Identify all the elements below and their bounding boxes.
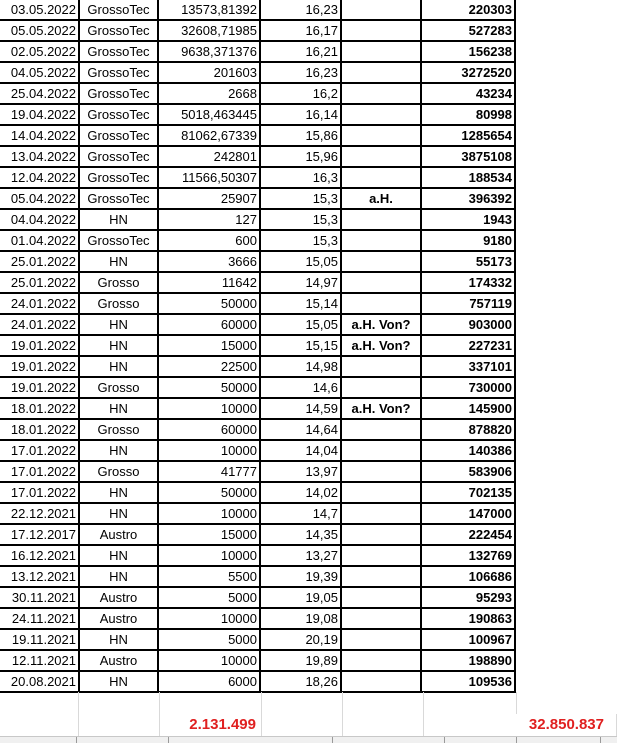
amount-cell[interactable]: 878820 bbox=[421, 419, 515, 440]
totals-row bbox=[0, 714, 617, 736]
amount-cell[interactable]: 188534 bbox=[421, 167, 515, 188]
amount-cell[interactable]: 109536 bbox=[421, 671, 515, 692]
quantity-cell[interactable]: 242801 bbox=[158, 146, 260, 167]
quantity-cell[interactable]: 10000 bbox=[158, 440, 260, 461]
price-cell[interactable]: 13,97 bbox=[260, 461, 341, 482]
quantity-cell[interactable]: 15000 bbox=[158, 524, 260, 545]
note-cell[interactable] bbox=[341, 251, 421, 272]
table-row bbox=[0, 587, 515, 608]
date-cell[interactable]: 24.01.2022 bbox=[0, 314, 79, 335]
totals-cell-empty[interactable] bbox=[343, 714, 424, 736]
supplier-cell[interactable]: HN bbox=[79, 629, 158, 650]
amount-cell[interactable]: 100967 bbox=[421, 629, 515, 650]
supplier-cell[interactable]: HN bbox=[79, 440, 158, 461]
table-row bbox=[0, 41, 515, 62]
supplier-cell[interactable]: GrossoTec bbox=[79, 41, 158, 62]
note-cell[interactable] bbox=[341, 482, 421, 503]
price-cell[interactable]: 14,6 bbox=[260, 377, 341, 398]
note-cell[interactable] bbox=[341, 146, 421, 167]
table-row bbox=[0, 482, 515, 503]
price-cell[interactable]: 16,3 bbox=[260, 167, 341, 188]
supplier-cell[interactable]: Grosso bbox=[79, 293, 158, 314]
table-row bbox=[0, 272, 515, 293]
table-row bbox=[0, 125, 515, 146]
totals-cell-empty[interactable] bbox=[0, 714, 79, 736]
quantity-cell[interactable]: 50000 bbox=[158, 377, 260, 398]
date-cell[interactable]: 19.01.2022 bbox=[0, 356, 79, 377]
date-cell[interactable]: 20.08.2021 bbox=[0, 671, 79, 692]
quantity-cell[interactable]: 11642 bbox=[158, 272, 260, 293]
price-cell[interactable]: 14,97 bbox=[260, 272, 341, 293]
note-cell[interactable] bbox=[341, 566, 421, 587]
note-cell[interactable]: a.H. Von? bbox=[341, 314, 421, 335]
note-cell[interactable] bbox=[341, 272, 421, 293]
supplier-cell[interactable]: HN bbox=[79, 671, 158, 692]
quantity-cell[interactable]: 10000 bbox=[158, 608, 260, 629]
quantity-cell[interactable]: 5000 bbox=[158, 629, 260, 650]
supplier-cell[interactable]: GrossoTec bbox=[79, 0, 158, 20]
date-cell[interactable]: 24.11.2021 bbox=[0, 608, 79, 629]
amount-cell[interactable]: 145900 bbox=[421, 398, 515, 419]
table-row bbox=[0, 398, 515, 419]
date-cell[interactable]: 04.04.2022 bbox=[0, 209, 79, 230]
supplier-cell[interactable]: HN bbox=[79, 503, 158, 524]
table-row bbox=[0, 20, 515, 41]
date-cell[interactable]: 24.01.2022 bbox=[0, 293, 79, 314]
note-cell[interactable] bbox=[341, 545, 421, 566]
totals-cell-empty[interactable] bbox=[79, 714, 160, 736]
date-cell[interactable]: 22.12.2021 bbox=[0, 503, 79, 524]
amount-cell[interactable]: 174332 bbox=[421, 272, 515, 293]
price-cell[interactable]: 14,59 bbox=[260, 398, 341, 419]
price-cell[interactable]: 16,23 bbox=[260, 0, 341, 20]
table-row bbox=[0, 0, 515, 20]
supplier-cell[interactable]: Grosso bbox=[79, 377, 158, 398]
price-cell[interactable]: 15,14 bbox=[260, 293, 341, 314]
quantity-cell[interactable]: 41777 bbox=[158, 461, 260, 482]
quantity-cell[interactable]: 9638,371376 bbox=[158, 41, 260, 62]
price-cell[interactable]: 14,7 bbox=[260, 503, 341, 524]
amount-cell[interactable]: 198890 bbox=[421, 650, 515, 671]
amount-cell[interactable]: 583906 bbox=[421, 461, 515, 482]
amount-cell[interactable]: 106686 bbox=[421, 566, 515, 587]
table-row bbox=[0, 251, 515, 272]
note-cell[interactable]: a.H. bbox=[341, 188, 421, 209]
quantity-cell[interactable]: 11566,50307 bbox=[158, 167, 260, 188]
price-cell[interactable]: 14,35 bbox=[260, 524, 341, 545]
note-cell[interactable]: a.H. Von? bbox=[341, 398, 421, 419]
price-cell[interactable]: 15,96 bbox=[260, 146, 341, 167]
table-row bbox=[0, 314, 515, 335]
supplier-cell[interactable]: HN bbox=[79, 566, 158, 587]
supplier-cell[interactable]: HN bbox=[79, 398, 158, 419]
price-cell[interactable]: 16,2 bbox=[260, 83, 341, 104]
note-cell[interactable] bbox=[341, 587, 421, 608]
note-cell[interactable] bbox=[341, 104, 421, 125]
amount-cell[interactable]: 1285654 bbox=[421, 125, 515, 146]
table-row bbox=[0, 671, 515, 692]
note-cell[interactable] bbox=[341, 608, 421, 629]
table-row bbox=[0, 167, 515, 188]
supplier-cell[interactable]: Austro bbox=[79, 650, 158, 671]
supplier-cell[interactable]: GrossoTec bbox=[79, 146, 158, 167]
supplier-cell[interactable]: Austro bbox=[79, 608, 158, 629]
price-cell[interactable]: 16,14 bbox=[260, 104, 341, 125]
note-cell[interactable] bbox=[341, 0, 421, 20]
supplier-cell[interactable]: GrossoTec bbox=[79, 188, 158, 209]
quantity-cell[interactable]: 3666 bbox=[158, 251, 260, 272]
date-cell[interactable]: 02.05.2022 bbox=[0, 41, 79, 62]
table-row bbox=[0, 230, 515, 251]
table-row bbox=[0, 503, 515, 524]
date-cell[interactable]: 19.01.2022 bbox=[0, 335, 79, 356]
date-cell[interactable]: 17.12.2017 bbox=[0, 524, 79, 545]
note-cell[interactable] bbox=[341, 440, 421, 461]
supplier-cell[interactable]: Grosso bbox=[79, 419, 158, 440]
table-row bbox=[0, 650, 515, 671]
note-cell[interactable] bbox=[341, 503, 421, 524]
price-cell[interactable]: 14,98 bbox=[260, 356, 341, 377]
amount-cell[interactable]: 903000 bbox=[421, 314, 515, 335]
quantity-cell[interactable]: 10000 bbox=[158, 398, 260, 419]
amount-cell[interactable]: 337101 bbox=[421, 356, 515, 377]
table-row bbox=[0, 146, 515, 167]
amount-cell[interactable]: 3272520 bbox=[421, 62, 515, 83]
price-cell[interactable]: 16,21 bbox=[260, 41, 341, 62]
quantity-cell[interactable]: 10000 bbox=[158, 545, 260, 566]
table-row bbox=[0, 524, 515, 545]
quantity-cell[interactable]: 32608,71985 bbox=[158, 20, 260, 41]
quantity-cell[interactable]: 5018,463445 bbox=[158, 104, 260, 125]
note-cell[interactable]: a.H. Von? bbox=[341, 335, 421, 356]
quantity-cell[interactable]: 127 bbox=[158, 209, 260, 230]
supplier-cell[interactable]: Grosso bbox=[79, 272, 158, 293]
supplier-cell[interactable]: HN bbox=[79, 209, 158, 230]
amount-cell[interactable]: 147000 bbox=[421, 503, 515, 524]
amount-cell[interactable]: 43234 bbox=[421, 83, 515, 104]
quantity-cell[interactable]: 60000 bbox=[158, 419, 260, 440]
table-row bbox=[0, 419, 515, 440]
date-cell[interactable]: 19.04.2022 bbox=[0, 104, 79, 125]
supplier-cell[interactable]: Austro bbox=[79, 524, 158, 545]
note-cell[interactable] bbox=[341, 167, 421, 188]
supplier-cell[interactable]: HN bbox=[79, 251, 158, 272]
note-cell[interactable] bbox=[341, 671, 421, 692]
date-cell[interactable]: 03.05.2022 bbox=[0, 0, 79, 20]
price-cell[interactable]: 14,04 bbox=[260, 440, 341, 461]
quantity-cell[interactable]: 60000 bbox=[158, 314, 260, 335]
supplier-cell[interactable]: GrossoTec bbox=[79, 62, 158, 83]
amount-cell[interactable]: 140386 bbox=[421, 440, 515, 461]
quantity-cell[interactable]: 5000 bbox=[158, 587, 260, 608]
date-cell[interactable]: 13.04.2022 bbox=[0, 146, 79, 167]
table-row bbox=[0, 62, 515, 83]
note-cell[interactable] bbox=[341, 524, 421, 545]
amount-cell[interactable]: 702135 bbox=[421, 482, 515, 503]
table-row bbox=[0, 209, 515, 230]
price-cell[interactable]: 16,23 bbox=[260, 62, 341, 83]
price-cell[interactable]: 19,08 bbox=[260, 608, 341, 629]
price-cell[interactable]: 14,02 bbox=[260, 482, 341, 503]
quantity-cell[interactable]: 25907 bbox=[158, 188, 260, 209]
note-cell[interactable] bbox=[341, 20, 421, 41]
date-cell[interactable]: 25.01.2022 bbox=[0, 251, 79, 272]
note-cell[interactable] bbox=[341, 461, 421, 482]
note-cell[interactable] bbox=[341, 41, 421, 62]
supplier-cell[interactable]: Grosso bbox=[79, 461, 158, 482]
note-cell[interactable] bbox=[341, 293, 421, 314]
price-cell[interactable]: 16,17 bbox=[260, 20, 341, 41]
amount-cell[interactable]: 132769 bbox=[421, 545, 515, 566]
supplier-cell[interactable]: HN bbox=[79, 314, 158, 335]
note-cell[interactable] bbox=[341, 230, 421, 251]
table-row bbox=[0, 377, 515, 398]
note-cell[interactable] bbox=[341, 62, 421, 83]
amount-cell[interactable]: 222454 bbox=[421, 524, 515, 545]
date-cell[interactable]: 04.05.2022 bbox=[0, 62, 79, 83]
supplier-cell[interactable]: HN bbox=[79, 356, 158, 377]
date-cell[interactable]: 17.01.2022 bbox=[0, 440, 79, 461]
table-row bbox=[0, 293, 515, 314]
supplier-cell[interactable]: Austro bbox=[79, 587, 158, 608]
supplier-cell[interactable]: HN bbox=[79, 545, 158, 566]
date-cell[interactable]: 19.01.2022 bbox=[0, 377, 79, 398]
table-row bbox=[0, 440, 515, 461]
amount-cell[interactable]: 95293 bbox=[421, 587, 515, 608]
date-cell[interactable]: 19.11.2021 bbox=[0, 629, 79, 650]
amount-cell[interactable]: 80998 bbox=[421, 104, 515, 125]
quantity-total[interactable]: 2.131.499 bbox=[160, 714, 262, 736]
table-row bbox=[0, 608, 515, 629]
quantity-cell[interactable]: 2668 bbox=[158, 83, 260, 104]
quantity-cell[interactable]: 10000 bbox=[158, 650, 260, 671]
date-cell[interactable]: 17.01.2022 bbox=[0, 461, 79, 482]
price-cell[interactable]: 19,89 bbox=[260, 650, 341, 671]
supplier-cell[interactable]: HN bbox=[79, 335, 158, 356]
quantity-cell[interactable]: 10000 bbox=[158, 503, 260, 524]
price-cell[interactable]: 15,3 bbox=[260, 209, 341, 230]
date-cell[interactable]: 12.11.2021 bbox=[0, 650, 79, 671]
note-cell[interactable] bbox=[341, 377, 421, 398]
price-cell[interactable]: 20,19 bbox=[260, 629, 341, 650]
quantity-cell[interactable]: 50000 bbox=[158, 293, 260, 314]
amount-cell[interactable]: 227231 bbox=[421, 335, 515, 356]
supplier-cell[interactable]: GrossoTec bbox=[79, 20, 158, 41]
price-cell[interactable]: 19,39 bbox=[260, 566, 341, 587]
table-row bbox=[0, 104, 515, 125]
table-row bbox=[0, 461, 515, 482]
date-cell[interactable]: 13.12.2021 bbox=[0, 566, 79, 587]
quantity-cell[interactable]: 6000 bbox=[158, 671, 260, 692]
price-cell[interactable]: 15,05 bbox=[260, 251, 341, 272]
price-cell[interactable]: 15,05 bbox=[260, 314, 341, 335]
note-cell[interactable] bbox=[341, 629, 421, 650]
amount-cell[interactable]: 190863 bbox=[421, 608, 515, 629]
amount-cell[interactable]: 220303 bbox=[421, 0, 515, 20]
date-cell[interactable]: 17.01.2022 bbox=[0, 482, 79, 503]
price-cell[interactable]: 15,15 bbox=[260, 335, 341, 356]
amount-cell[interactable]: 156238 bbox=[421, 41, 515, 62]
price-cell[interactable]: 15,3 bbox=[260, 188, 341, 209]
quantity-cell[interactable]: 600 bbox=[158, 230, 260, 251]
date-cell[interactable]: 18.01.2022 bbox=[0, 398, 79, 419]
date-cell[interactable]: 05.05.2022 bbox=[0, 20, 79, 41]
quantity-cell[interactable]: 81062,67339 bbox=[158, 125, 260, 146]
quantity-cell[interactable]: 5500 bbox=[158, 566, 260, 587]
totals-cell-empty[interactable] bbox=[262, 714, 343, 736]
date-cell[interactable]: 12.04.2022 bbox=[0, 167, 79, 188]
table-row bbox=[0, 566, 515, 587]
price-cell[interactable]: 15,86 bbox=[260, 125, 341, 146]
table-row bbox=[0, 629, 515, 650]
date-cell[interactable]: 25.04.2022 bbox=[0, 83, 79, 104]
note-cell[interactable] bbox=[341, 83, 421, 104]
table-row bbox=[0, 188, 515, 209]
date-cell[interactable]: 01.04.2022 bbox=[0, 230, 79, 251]
amount-cell[interactable]: 9180 bbox=[421, 230, 515, 251]
note-cell[interactable] bbox=[341, 125, 421, 146]
supplier-cell[interactable]: GrossoTec bbox=[79, 167, 158, 188]
supplier-cell[interactable]: GrossoTec bbox=[79, 104, 158, 125]
amount-cell[interactable]: 1943 bbox=[421, 209, 515, 230]
quantity-cell[interactable]: 15000 bbox=[158, 335, 260, 356]
table-row bbox=[0, 335, 515, 356]
amount-cell[interactable]: 527283 bbox=[421, 20, 515, 41]
date-cell[interactable]: 16.12.2021 bbox=[0, 545, 79, 566]
date-cell[interactable]: 25.01.2022 bbox=[0, 272, 79, 293]
quantity-cell[interactable]: 50000 bbox=[158, 482, 260, 503]
amount-cell[interactable]: 730000 bbox=[421, 377, 515, 398]
price-cell[interactable]: 13,27 bbox=[260, 545, 341, 566]
date-cell[interactable]: 18.01.2022 bbox=[0, 419, 79, 440]
quantity-cell[interactable]: 201603 bbox=[158, 62, 260, 83]
table-row bbox=[0, 356, 515, 377]
supplier-cell[interactable]: GrossoTec bbox=[79, 230, 158, 251]
supplier-cell[interactable]: GrossoTec bbox=[79, 83, 158, 104]
quantity-cell[interactable]: 13573,81392 bbox=[158, 0, 260, 20]
supplier-cell[interactable]: HN bbox=[79, 482, 158, 503]
quantity-cell[interactable]: 22500 bbox=[158, 356, 260, 377]
table-row bbox=[0, 545, 515, 566]
amount-cell[interactable]: 55173 bbox=[421, 251, 515, 272]
price-cell[interactable]: 18,26 bbox=[260, 671, 341, 692]
price-cell[interactable]: 14,64 bbox=[260, 419, 341, 440]
note-cell[interactable] bbox=[341, 650, 421, 671]
note-cell[interactable] bbox=[341, 209, 421, 230]
date-cell[interactable]: 30.11.2021 bbox=[0, 587, 79, 608]
note-cell[interactable] bbox=[341, 356, 421, 377]
amount-total[interactable]: 32.850.837 bbox=[424, 714, 617, 736]
note-cell[interactable] bbox=[341, 419, 421, 440]
amount-cell[interactable]: 396392 bbox=[421, 188, 515, 209]
amount-cell[interactable]: 3875108 bbox=[421, 146, 515, 167]
date-cell[interactable]: 14.04.2022 bbox=[0, 125, 79, 146]
supplier-cell[interactable]: GrossoTec bbox=[79, 125, 158, 146]
date-cell[interactable]: 05.04.2022 bbox=[0, 188, 79, 209]
table-row bbox=[0, 83, 515, 104]
price-cell[interactable]: 15,3 bbox=[260, 230, 341, 251]
price-cell[interactable]: 19,05 bbox=[260, 587, 341, 608]
amount-cell[interactable]: 757119 bbox=[421, 293, 515, 314]
empty-row bbox=[0, 692, 617, 714]
